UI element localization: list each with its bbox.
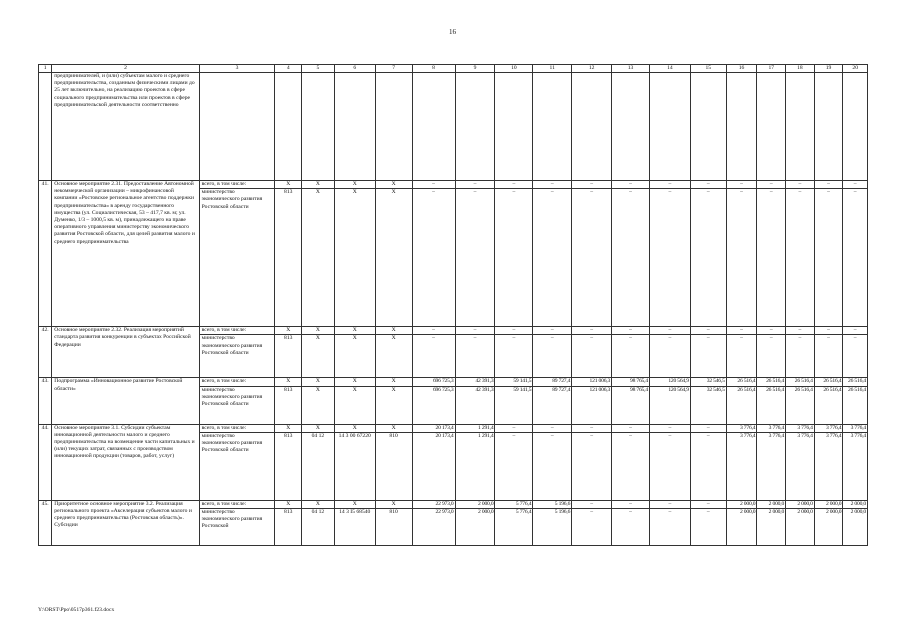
- value-cell: –: [533, 327, 572, 335]
- row-number: 45.: [39, 500, 52, 545]
- value-cell: 89 727,4: [533, 386, 572, 424]
- value-cell: Х: [375, 335, 412, 378]
- value-cell: –: [690, 189, 726, 327]
- value-cell: Х: [334, 189, 375, 327]
- value-cell: Х: [275, 500, 302, 508]
- column-number: 5: [302, 65, 335, 73]
- value-cell: –: [786, 327, 815, 335]
- executor-cell: всего, в том числе:: [199, 181, 275, 189]
- value-cell: –: [786, 189, 815, 327]
- row-number: 43.: [39, 378, 52, 424]
- value-cell: –: [612, 181, 650, 189]
- value-cell: Х: [275, 327, 302, 335]
- value-cell: 2 000,0: [786, 509, 815, 546]
- value-cell: 3 776,4: [814, 424, 843, 432]
- value-cell: –: [455, 189, 495, 327]
- value-cell: 3 776,4: [757, 424, 786, 432]
- value-cell: –: [786, 335, 815, 378]
- value-cell: –: [649, 424, 690, 432]
- value-cell: Х: [375, 189, 412, 327]
- value-cell: 14 3 00 67220: [334, 432, 375, 500]
- value-cell: –: [612, 424, 650, 432]
- value-cell: –: [572, 181, 612, 189]
- value-cell: 14 3 I5 68540: [334, 509, 375, 546]
- value-cell: –: [690, 181, 726, 189]
- value-cell: 59 141,5: [495, 378, 533, 386]
- value-cell: 5 776,4: [495, 500, 533, 508]
- value-cell: 121 006,3: [572, 386, 612, 424]
- column-number: 16: [726, 65, 757, 73]
- value-cell: 26 516,4: [726, 386, 757, 424]
- executor-cell: всего, в том числе:: [199, 378, 275, 386]
- value-cell: 2 000,0: [757, 500, 786, 508]
- column-number: 3: [199, 65, 275, 73]
- value-cell: –: [572, 424, 612, 432]
- value-cell: 1 291,4: [455, 424, 495, 432]
- value-cell: 1 291,4: [455, 432, 495, 500]
- value-cell: 2 000,0: [814, 509, 843, 546]
- cell-num: [39, 73, 52, 181]
- value-cell: –: [757, 189, 786, 327]
- value-cell: Х: [302, 189, 335, 327]
- value-cell: –: [726, 181, 757, 189]
- value-cell: –: [495, 424, 533, 432]
- value-cell: –: [726, 335, 757, 378]
- value-cell: –: [455, 181, 495, 189]
- value-cell: –: [757, 181, 786, 189]
- executor-cell: всего, в том числе:: [199, 424, 275, 432]
- value-cell: 2 000,0: [843, 509, 868, 546]
- value-cell: 121 006,3: [572, 378, 612, 386]
- value-cell: 20 173,4: [412, 424, 455, 432]
- table-row-total: [39, 424, 868, 432]
- value-cell: –: [572, 509, 612, 546]
- value-cell: 26 516,4: [757, 378, 786, 386]
- value-cell: 5 196,6: [533, 500, 572, 508]
- value-cell: Х: [375, 424, 412, 432]
- value-cell: –: [612, 189, 650, 327]
- value-cell: Х: [302, 335, 335, 378]
- value-cell: 120 564,9: [649, 386, 690, 424]
- value-cell: 2 000,0: [455, 509, 495, 546]
- value-cell: 2 000,0: [814, 500, 843, 508]
- value-cell: –: [726, 327, 757, 335]
- value-cell: 26 516,4: [757, 386, 786, 424]
- value-cell: –: [533, 189, 572, 327]
- value-cell: 42 391,3: [455, 386, 495, 424]
- value-cell: –: [649, 181, 690, 189]
- value-cell: 98 765,4: [612, 386, 650, 424]
- value-cell: –: [649, 509, 690, 546]
- value-cell: –: [572, 335, 612, 378]
- table-row-total: [39, 500, 868, 508]
- column-number: 9: [455, 65, 495, 73]
- value-cell: –: [649, 500, 690, 508]
- value-cell: 42 391,3: [455, 378, 495, 386]
- value-cell: –: [495, 335, 533, 378]
- value-cell: –: [843, 181, 868, 189]
- value-cell: 3 776,4: [786, 432, 815, 500]
- column-number: 7: [375, 65, 412, 73]
- executor-cell: министерство экономического развития Ростовской области: [199, 189, 275, 327]
- value-cell: 2 000,0: [455, 500, 495, 508]
- value-cell: –: [726, 189, 757, 327]
- value-cell: –: [612, 327, 650, 335]
- value-cell: –: [612, 509, 650, 546]
- column-number: 8: [412, 65, 455, 73]
- column-number: 20: [843, 65, 868, 73]
- value-cell: –: [412, 335, 455, 378]
- row-number: 42.: [39, 327, 52, 378]
- executor-cell: всего, в том числе:: [199, 500, 275, 508]
- value-cell: –: [455, 335, 495, 378]
- value-cell: Х: [375, 327, 412, 335]
- value-cell: 26 516,4: [786, 386, 815, 424]
- value-cell: 5 196,6: [533, 509, 572, 546]
- value-cell: 26 516,4: [843, 378, 868, 386]
- value-cell: –: [612, 335, 650, 378]
- value-cell: –: [649, 335, 690, 378]
- value-cell: Х: [375, 386, 412, 424]
- column-number: 15: [690, 65, 726, 73]
- value-cell: –: [533, 181, 572, 189]
- table-row-total: [39, 181, 868, 189]
- value-cell: 26 516,4: [814, 378, 843, 386]
- value-cell: 04 12: [302, 509, 335, 546]
- value-cell: 813: [275, 432, 302, 500]
- value-cell: –: [533, 432, 572, 500]
- activity-name: Приоритетное основное мероприятие 3.2. Реализация регионального проекта «Акселерация субъектов малого и среднего предпринимательства (Ростовская область)». Субсидии: [52, 500, 199, 545]
- value-cell: –: [757, 335, 786, 378]
- activity-name: Подпрограмма «Инновационное развитие Ростовской области»: [52, 378, 199, 424]
- value-cell: 22 973,0: [412, 500, 455, 508]
- value-cell: 32 546,5: [690, 386, 726, 424]
- value-cell: –: [533, 335, 572, 378]
- value-cell: 3 776,4: [726, 432, 757, 500]
- value-cell: 120 564,9: [649, 378, 690, 386]
- value-cell: Х: [334, 335, 375, 378]
- value-cell: –: [786, 181, 815, 189]
- value-cell: Х: [334, 327, 375, 335]
- value-cell: 696 725,3: [412, 378, 455, 386]
- value-cell: –: [690, 327, 726, 335]
- value-cell: –: [495, 432, 533, 500]
- value-cell: Х: [334, 386, 375, 424]
- value-cell: 26 516,4: [726, 378, 757, 386]
- value-cell: Х: [334, 378, 375, 386]
- column-number: 1: [39, 65, 52, 73]
- executor-cell: министерство экономического развития Ростовской области: [199, 386, 275, 424]
- value-cell: 3 776,4: [814, 432, 843, 500]
- value-cell: 2 000,0: [786, 500, 815, 508]
- value-cell: Х: [302, 181, 335, 189]
- column-number: 12: [572, 65, 612, 73]
- value-cell: 22 973,0: [412, 509, 455, 546]
- value-cell: 3 776,4: [843, 424, 868, 432]
- value-cell: Х: [275, 378, 302, 386]
- column-number: 6: [334, 65, 375, 73]
- value-cell: 5 776,4: [495, 509, 533, 546]
- activity-name: Основное мероприятие 2.31. Предоставление Автономной некоммерческой организации – микрофинансовой компании «Ростовское региональное агентство поддержки предпринимательства» в аренду государственного имущества (ул. Социалистическая, 53 – 417,7 кв. м; ул. Думенко, 1/3 – 1000,5 кв. м), принадлежащего на праве оперативного управления министерству экономического развития Ростовской области, для целей развития малого и среднего предпринимательства: [52, 181, 199, 327]
- value-cell: 696 725,3: [412, 386, 455, 424]
- value-cell: –: [690, 335, 726, 378]
- value-cell: 26 516,4: [814, 386, 843, 424]
- executor-cell: министерство экономического развития Ростовской области: [199, 335, 275, 378]
- value-cell: 813: [275, 386, 302, 424]
- value-cell: –: [649, 432, 690, 500]
- value-cell: Х: [302, 386, 335, 424]
- value-cell: –: [533, 424, 572, 432]
- column-number: 4: [275, 65, 302, 73]
- value-cell: –: [690, 432, 726, 500]
- value-cell: –: [412, 189, 455, 327]
- value-cell: 2 000,0: [726, 509, 757, 546]
- file-path-footer: Y:\ORST\Ppo\0517p361.f23.docx: [38, 607, 115, 613]
- value-cell: 2 000,0: [757, 509, 786, 546]
- value-cell: Х: [302, 378, 335, 386]
- value-cell: –: [757, 327, 786, 335]
- column-number: 18: [786, 65, 815, 73]
- value-cell: –: [843, 327, 868, 335]
- activity-name: Основное мероприятие 2.32. Реализация мероприятий стандарта развития конкуренции в субъектах Российской Федерации: [52, 327, 199, 378]
- value-cell: 2 000,0: [726, 500, 757, 508]
- value-cell: 59 141,5: [495, 386, 533, 424]
- value-cell: –: [612, 500, 650, 508]
- value-cell: –: [690, 509, 726, 546]
- value-cell: –: [649, 189, 690, 327]
- value-cell: Х: [302, 327, 335, 335]
- value-cell: 3 776,4: [726, 424, 757, 432]
- column-number-row: [39, 65, 868, 73]
- value-cell: 89 727,4: [533, 378, 572, 386]
- column-number: 13: [612, 65, 650, 73]
- value-cell: 3 776,4: [757, 432, 786, 500]
- value-cell: –: [412, 181, 455, 189]
- value-cell: Х: [302, 424, 335, 432]
- value-cell: Х: [334, 181, 375, 189]
- value-cell: 813: [275, 335, 302, 378]
- column-number: 19: [814, 65, 843, 73]
- value-cell: Х: [302, 500, 335, 508]
- value-cell: –: [814, 327, 843, 335]
- value-cell: –: [572, 327, 612, 335]
- row-number: 44.: [39, 424, 52, 500]
- value-cell: 813: [275, 509, 302, 546]
- value-cell: Х: [375, 181, 412, 189]
- value-cell: 813: [275, 189, 302, 327]
- column-number: 14: [649, 65, 690, 73]
- value-cell: –: [612, 432, 650, 500]
- executor-cell: министерство экономического развития Ростовской области: [199, 432, 275, 500]
- executor-cell: всего, в том числе:: [199, 327, 275, 335]
- value-cell: –: [495, 327, 533, 335]
- value-cell: –: [814, 181, 843, 189]
- column-number: 2: [52, 65, 199, 73]
- value-cell: 3 776,4: [843, 432, 868, 500]
- value-cell: 98 765,4: [612, 378, 650, 386]
- value-cell: –: [814, 189, 843, 327]
- budget-table: [38, 64, 868, 546]
- value-cell: –: [495, 189, 533, 327]
- value-cell: 810: [375, 509, 412, 546]
- table-row-continuation: [39, 73, 868, 181]
- value-cell: –: [572, 500, 612, 508]
- value-cell: Х: [334, 500, 375, 508]
- page-number: 16: [449, 28, 456, 36]
- row-number: 41.: [39, 181, 52, 327]
- table-row-total: [39, 378, 868, 386]
- column-number: 17: [757, 65, 786, 73]
- value-cell: Х: [275, 181, 302, 189]
- column-number: 10: [495, 65, 533, 73]
- value-cell: Х: [275, 424, 302, 432]
- value-cell: –: [843, 335, 868, 378]
- value-cell: –: [690, 500, 726, 508]
- value-cell: –: [495, 181, 533, 189]
- value-cell: Х: [375, 500, 412, 508]
- value-cell: 3 776,4: [786, 424, 815, 432]
- value-cell: 810: [375, 432, 412, 500]
- value-cell: –: [843, 189, 868, 327]
- column-number: 11: [533, 65, 572, 73]
- table-row-total: [39, 327, 868, 335]
- value-cell: –: [690, 424, 726, 432]
- value-cell: 32 546,5: [690, 378, 726, 386]
- value-cell: –: [572, 432, 612, 500]
- value-cell: –: [455, 327, 495, 335]
- value-cell: Х: [375, 378, 412, 386]
- cell-continued-text: предпринимателей, и (или) субъектам малого и среднего предпринимательства, созданным физическими лицами до 25 лет включительно, на реализацию проектов в сфере социального предпринимательства или проектов в сфере предпринимательской деятельности соответственно: [52, 73, 199, 181]
- executor-cell: министерство экономического развития Ростовской: [199, 509, 275, 546]
- value-cell: 04 12: [302, 432, 335, 500]
- value-cell: –: [814, 335, 843, 378]
- value-cell: Х: [334, 424, 375, 432]
- value-cell: 20 173,4: [412, 432, 455, 500]
- value-cell: 26 516,4: [843, 386, 868, 424]
- value-cell: –: [572, 189, 612, 327]
- value-cell: 2 000,0: [843, 500, 868, 508]
- value-cell: 26 516,4: [786, 378, 815, 386]
- value-cell: –: [649, 327, 690, 335]
- value-cell: –: [412, 327, 455, 335]
- activity-name: Основное мероприятие 3.1. Субсидии субъектам инновационной деятельности малого и среднего предпринимательства на возмещение части капитальных и (или) текущих затрат, связанных с производством инновационной продукции (товаров, работ, услуг): [52, 424, 199, 500]
